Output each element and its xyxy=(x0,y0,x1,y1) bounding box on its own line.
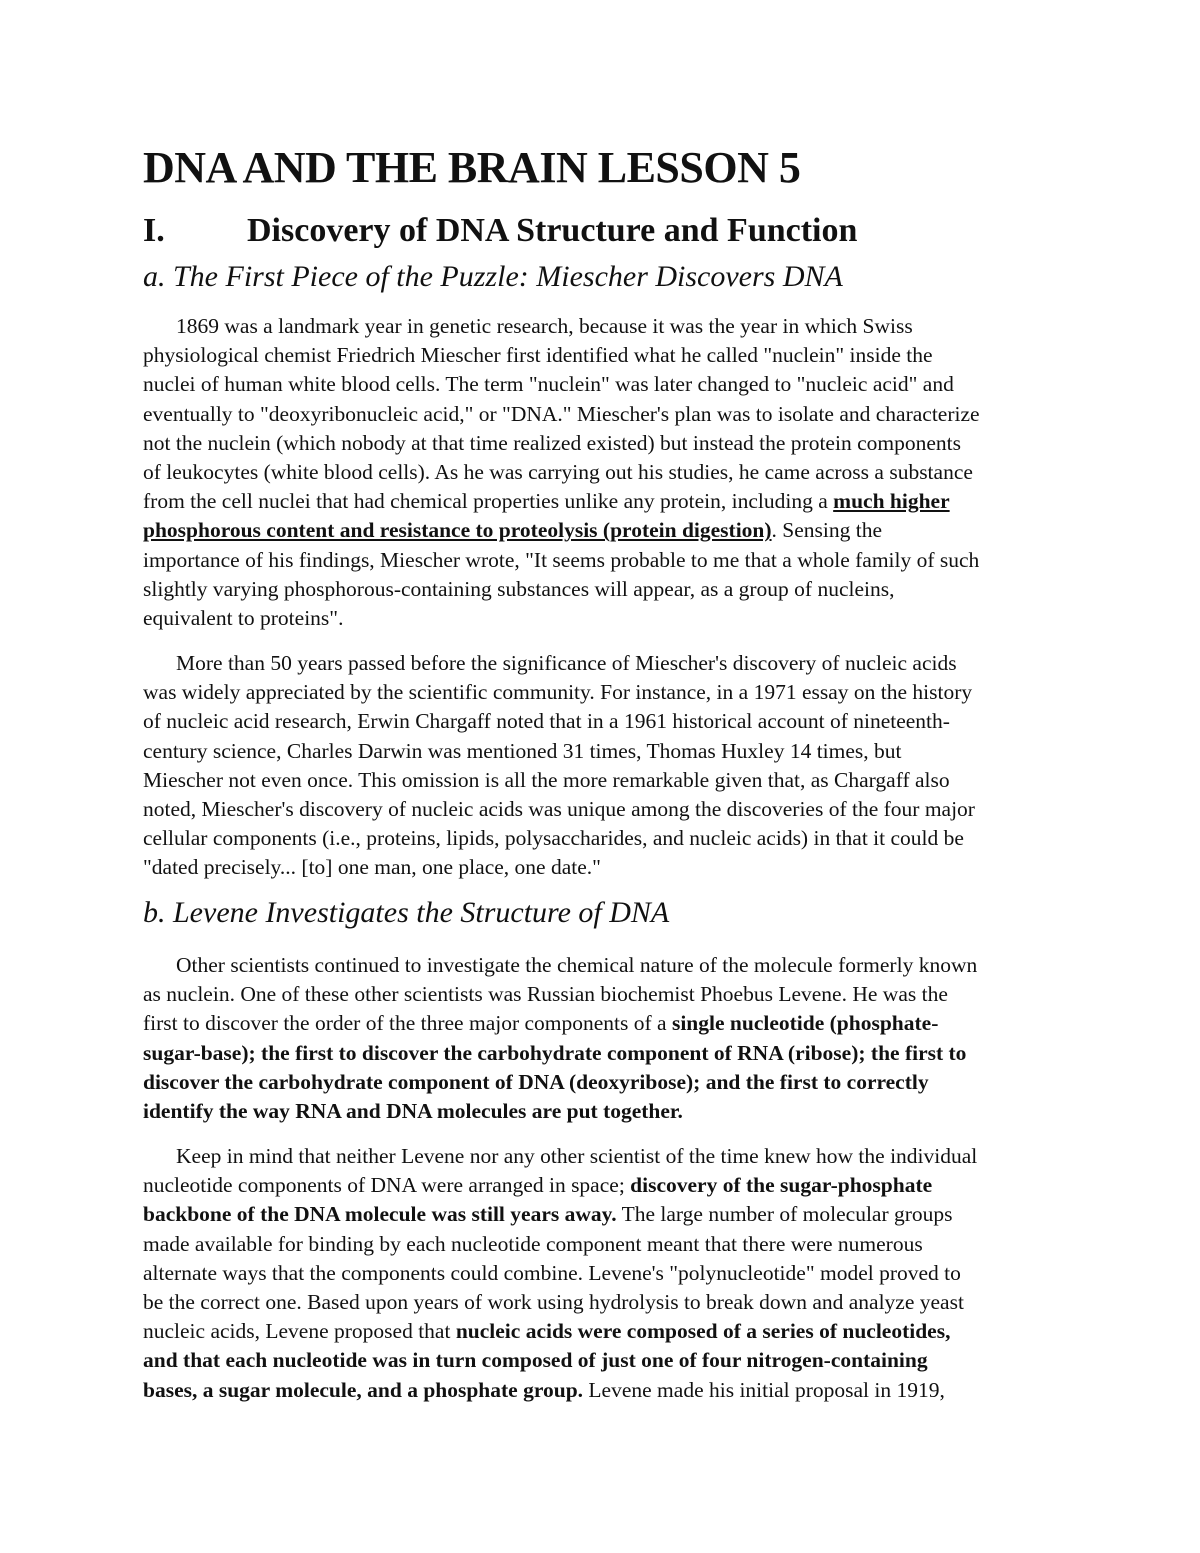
paragraph-miescher-discovery xyxy=(143,312,1063,633)
text-line: nuclei of human white blood cells. The term "nuclein" was later changed to "nucleic acid" and xyxy=(143,372,954,397)
text-line xyxy=(143,1171,1063,1200)
paragraph-significance xyxy=(143,649,1063,883)
bold-text: backbone of the DNA molecule was still years away. xyxy=(143,1202,617,1227)
text-line: identify the way RNA and DNA molecules are put together. xyxy=(143,1099,683,1124)
text-line: alternate ways that the components could combine. Levene's "polynucleotide" model proved to xyxy=(143,1260,961,1285)
bold-text: single nucleotide (phosphate- xyxy=(671,1011,939,1036)
text-line xyxy=(143,1376,1063,1405)
bold-text: discovery of the sugar-phosphate xyxy=(630,1173,933,1198)
text-line: sugar-base); the first to discover the carbohydrate component of RNA (ribose); the first to xyxy=(143,1040,967,1065)
section-title: Discovery of DNA Structure and Function xyxy=(247,212,858,249)
text-line: and that each nucleotide was in turn composed of just one of four nitrogen-containing xyxy=(143,1348,928,1373)
text-line: Miescher not even once. This omission is all the more remarkable given that, as Chargaff also xyxy=(143,767,950,792)
bold-text: bases, a sugar molecule, and a phosphate group. xyxy=(143,1377,584,1402)
text-line: importance of his findings, Miescher wrote, "It seems probable to me that a whole family of such xyxy=(143,547,980,572)
text-line: of nucleic acid research, Erwin Chargaff noted that in a 1961 historical account of nineteenth- xyxy=(143,709,950,734)
text-line: century science, Charles Darwin was mentioned 31 times, Thomas Huxley 14 times, but xyxy=(143,738,902,763)
text-line: Keep in mind that neither Levene nor any other scientist of the time knew how the individual xyxy=(176,1144,978,1168)
text-line: was widely appreciated by the scientific community. For instance, in a 1971 essay on the history xyxy=(143,680,973,705)
text-line: not the nuclein (which nobody at that time realized existed) but instead the protein components xyxy=(143,430,961,455)
paragraph-levene-components xyxy=(143,951,1063,1126)
text-run: The large number of molecular groups xyxy=(616,1202,953,1227)
text-line: 1869 was a landmark year in genetic research, because it was the year in which Swiss xyxy=(176,314,913,338)
text-line: equivalent to proteins". xyxy=(143,606,344,631)
text-run: nucleic acids, Levene proposed that xyxy=(143,1319,456,1344)
text-run: first to discover the order of the three major components of a xyxy=(143,1011,672,1036)
text-line: cellular components (i.e., proteins, lipids, polysaccharides, and nucleic acids) in that it could be xyxy=(143,826,964,851)
text-run: . Sensing the xyxy=(771,518,883,543)
emphasis-text: phosphorous content and resistance to proteolysis (protein digestion) xyxy=(143,518,772,543)
text-line: "dated precisely... [to] one man, one place, one date." xyxy=(143,855,601,880)
text-line: made available for binding by each nucleotide component meant that there were numerous xyxy=(143,1231,923,1256)
text-line: as nuclein. One of these other scientists was Russian biochemist Phoebus Levene. He was the xyxy=(143,982,948,1007)
text-line: discover the carbohydrate component of DNA (deoxyribose); and the first to correctly xyxy=(143,1069,929,1094)
text-run: Levene made his initial proposal in 1919, xyxy=(583,1377,945,1402)
text-run: nucleotide components of DNA were arranged in space; xyxy=(143,1173,631,1198)
emphasis-text: much higher xyxy=(833,489,950,514)
text-line xyxy=(143,1200,1063,1229)
document-title: DNA AND THE BRAIN LESSON 5 xyxy=(143,143,801,192)
section-number: I. xyxy=(143,212,165,249)
text-line: physiological chemist Friedrich Miescher first identified what he called "nuclein" inside the xyxy=(143,343,933,368)
text-run: from the cell nuclei that had chemical properties unlike any protein, including a xyxy=(143,489,834,514)
text-line: slightly varying phosphorous-containing substances will appear, as a group of nucleins, xyxy=(143,576,895,601)
paragraph-polynucleotide-model xyxy=(143,1142,1063,1405)
text-line: eventually to "deoxyribonucleic acid," or "DNA." Miescher's plan was to isolate and characterize xyxy=(143,401,980,426)
text-line: be the correct one. Based upon years of work using hydrolysis to break down and analyze yeast xyxy=(143,1290,964,1315)
subsection-a-heading: a. The First Piece of the Puzzle: Miescher Discovers DNA xyxy=(143,260,843,293)
text-line: Other scientists continued to investigate the chemical nature of the molecule formerly known xyxy=(176,953,978,977)
section-heading xyxy=(143,207,857,255)
text-line xyxy=(143,516,1063,545)
text-line xyxy=(143,1317,1063,1346)
subsection-b-heading: b. Levene Investigates the Structure of DNA xyxy=(143,896,670,929)
text-line: noted, Miescher's discovery of nucleic acids was unique among the discoveries of the four major xyxy=(143,797,975,822)
text-line: of leukocytes (white blood cells). As he was carrying out his studies, he came across a substance xyxy=(143,460,973,485)
text-line xyxy=(143,487,1063,516)
text-line: More than 50 years passed before the significance of Miescher's discovery of nucleic acids xyxy=(176,651,957,675)
text-line xyxy=(143,1009,1063,1038)
bold-text: nucleic acids were composed of a series of nucleotides, xyxy=(455,1319,951,1344)
